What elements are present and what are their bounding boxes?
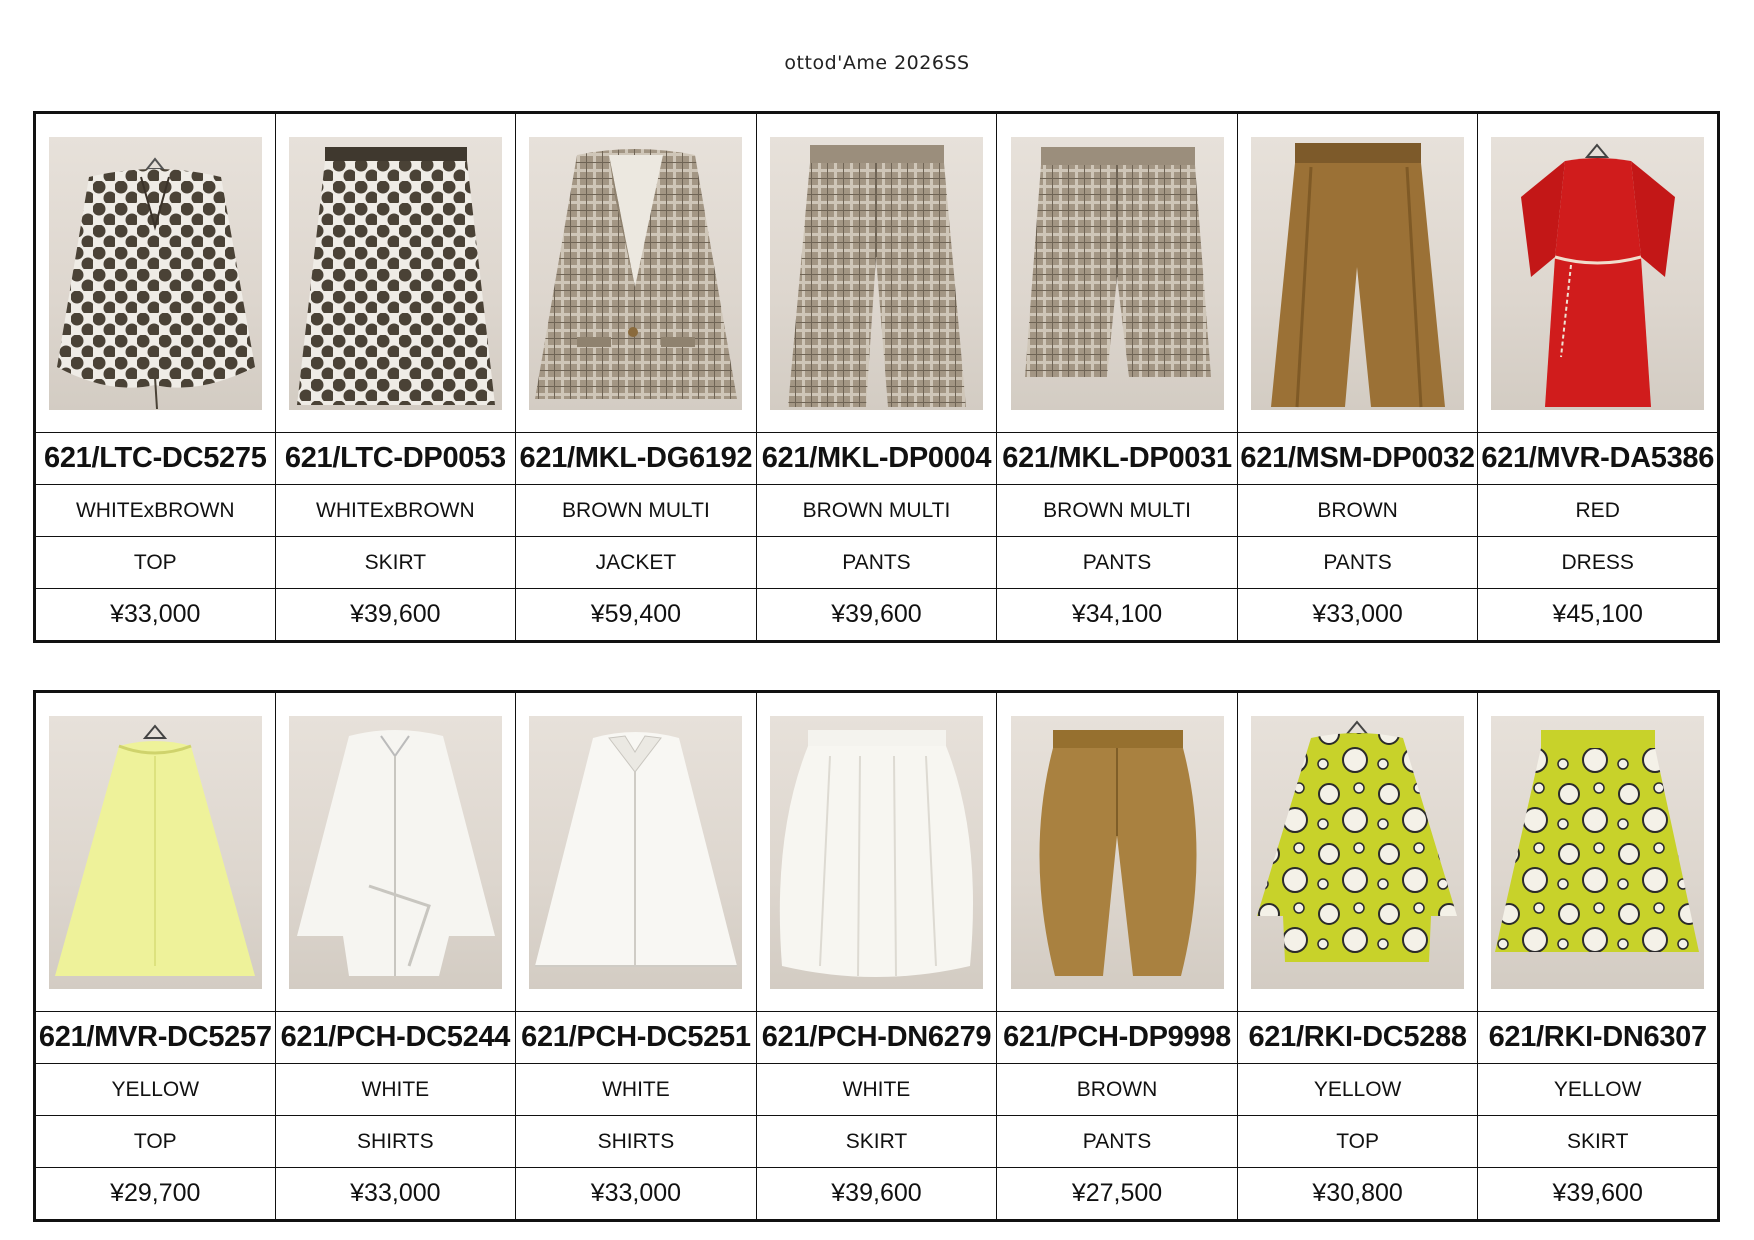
product-category: DRESS <box>1478 537 1719 589</box>
product-color: BROWN MULTI <box>997 485 1238 537</box>
image-row <box>35 113 1719 433</box>
product-image-cell <box>1237 113 1478 433</box>
product-color: RED <box>1478 485 1719 537</box>
product-image-cell <box>756 113 997 433</box>
product-category: SKIRT <box>1478 1116 1719 1168</box>
product-color: WHITE <box>516 1064 757 1116</box>
product-color: YELLOW <box>35 1064 276 1116</box>
check-short-pants-photo <box>1011 137 1224 410</box>
product-price: ¥33,000 <box>35 589 276 642</box>
yellow-top-photo <box>49 716 262 989</box>
product-code: 621/RKI-DN6307 <box>1478 1012 1719 1064</box>
code-row <box>35 433 1719 485</box>
product-category: TOP <box>35 1116 276 1168</box>
polka-dot-skirt-photo <box>289 137 502 410</box>
product-category: PANTS <box>997 1116 1238 1168</box>
product-price: ¥30,800 <box>1237 1168 1478 1221</box>
product-price: ¥59,400 <box>516 589 757 642</box>
product-price: ¥39,600 <box>1478 1168 1719 1221</box>
white-shirt-photo <box>529 716 742 989</box>
product-color: WHITE <box>756 1064 997 1116</box>
product-code: 621/MVR-DA5386 <box>1478 433 1719 485</box>
price-row <box>35 589 1719 642</box>
white-tie-shirt-photo <box>289 716 502 989</box>
product-image-cell <box>516 113 757 433</box>
product-color: YELLOW <box>1237 1064 1478 1116</box>
brown-wide-pants-photo <box>1251 137 1464 410</box>
red-dress-photo <box>1491 137 1704 410</box>
product-price: ¥27,500 <box>997 1168 1238 1221</box>
product-image-cell <box>1237 692 1478 1012</box>
product-code: 621/PCH-DN6279 <box>756 1012 997 1064</box>
category-row <box>35 1116 1719 1168</box>
product-price: ¥33,000 <box>1237 589 1478 642</box>
product-price: ¥39,600 <box>756 1168 997 1221</box>
product-image-cell <box>997 692 1238 1012</box>
product-color: BROWN MULTI <box>516 485 757 537</box>
product-price: ¥45,100 <box>1478 589 1719 642</box>
product-category: JACKET <box>516 537 757 589</box>
check-jacket-photo <box>529 137 742 410</box>
product-image-cell <box>275 692 516 1012</box>
product-price: ¥29,700 <box>35 1168 276 1221</box>
product-color: YELLOW <box>1478 1064 1719 1116</box>
product-image-cell <box>997 113 1238 433</box>
product-category: SKIRT <box>275 537 516 589</box>
product-code: 621/PCH-DC5251 <box>516 1012 757 1064</box>
product-color: WHITExBROWN <box>35 485 276 537</box>
product-category: PANTS <box>756 537 997 589</box>
product-category: TOP <box>1237 1116 1478 1168</box>
product-code: 621/MSM-DP0032 <box>1237 433 1478 485</box>
product-image-cell <box>35 692 276 1012</box>
product-code: 621/MVR-DC5257 <box>35 1012 276 1064</box>
product-code: 621/MKL-DG6192 <box>516 433 757 485</box>
floral-skirt-photo <box>1491 716 1704 989</box>
product-price: ¥39,600 <box>756 589 997 642</box>
product-code: 621/LTC-DC5275 <box>35 433 276 485</box>
image-row <box>35 692 1719 1012</box>
product-color: BROWN <box>1237 485 1478 537</box>
product-color: BROWN MULTI <box>756 485 997 537</box>
product-code: 621/RKI-DC5288 <box>1237 1012 1478 1064</box>
product-category: SHIRTS <box>275 1116 516 1168</box>
color-row <box>35 1064 1719 1116</box>
product-color: BROWN <box>997 1064 1238 1116</box>
check-wide-pants-photo <box>770 137 983 410</box>
product-color: WHITE <box>275 1064 516 1116</box>
product-category: PANTS <box>997 537 1238 589</box>
floral-top-photo <box>1251 716 1464 989</box>
product-category: PANTS <box>1237 537 1478 589</box>
document-title: ottod'Ame 2026SS <box>784 52 970 74</box>
color-row <box>35 485 1719 537</box>
product-category: SKIRT <box>756 1116 997 1168</box>
white-balloon-skirt-photo <box>770 716 983 989</box>
product-category: SHIRTS <box>516 1116 757 1168</box>
product-price: ¥33,000 <box>275 1168 516 1221</box>
brown-cocoon-pants-photo <box>1011 716 1224 989</box>
product-price: ¥33,000 <box>516 1168 757 1221</box>
product-code: 621/PCH-DP9998 <box>997 1012 1238 1064</box>
polka-dot-top-photo <box>49 137 262 410</box>
product-code: 621/MKL-DP0031 <box>997 433 1238 485</box>
product-code: 621/MKL-DP0004 <box>756 433 997 485</box>
product-color: WHITExBROWN <box>275 485 516 537</box>
product-image-cell <box>516 692 757 1012</box>
product-table-2 <box>33 690 1720 1222</box>
product-image-cell <box>35 113 276 433</box>
product-table-1 <box>33 111 1720 643</box>
product-image-cell <box>756 692 997 1012</box>
product-category: TOP <box>35 537 276 589</box>
product-code: 621/PCH-DC5244 <box>275 1012 516 1064</box>
product-image-cell <box>1478 113 1719 433</box>
product-price: ¥34,100 <box>997 589 1238 642</box>
product-code: 621/LTC-DP0053 <box>275 433 516 485</box>
category-row <box>35 537 1719 589</box>
code-row <box>35 1012 1719 1064</box>
product-image-cell <box>1478 692 1719 1012</box>
price-row <box>35 1168 1719 1221</box>
product-image-cell <box>275 113 516 433</box>
product-price: ¥39,600 <box>275 589 516 642</box>
